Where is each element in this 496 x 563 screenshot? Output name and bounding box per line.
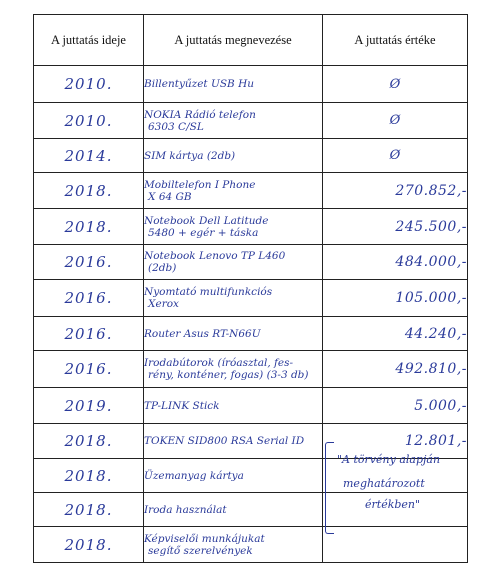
benefit-year: 2018.	[34, 493, 144, 527]
benefit-value: 44.240,-	[323, 317, 468, 351]
benefit-name	[144, 388, 323, 424]
benefit-name-line-1: TOKEN SID800 RSA Serial ID	[144, 435, 305, 447]
table-row	[34, 245, 468, 280]
table-header-row	[34, 15, 468, 66]
benefit-name-line-2: 6303 C/SL	[148, 120, 204, 133]
benefit-name	[144, 103, 323, 139]
table-row	[34, 173, 468, 209]
benefit-value: Ø	[323, 139, 468, 173]
benefit-value: 270.852,-	[323, 173, 468, 209]
benefit-year: 2010.	[34, 103, 144, 139]
note-line-1: "A törvény alapján	[337, 453, 441, 466]
benefit-year: 2018.	[34, 173, 144, 209]
benefit-value: Ø	[323, 66, 468, 103]
benefit-year: 2016.	[34, 280, 144, 317]
benefit-name	[144, 139, 323, 173]
benefit-name	[144, 459, 323, 493]
benefit-name-line-2: 5480 + egér + táska	[148, 226, 259, 239]
benefit-value: 5.000,-	[323, 388, 468, 424]
benefit-name	[144, 245, 323, 280]
benefit-name-line-1: Nyomtató multifunkciós	[144, 286, 273, 298]
benefit-value: 245.500,-	[323, 209, 468, 245]
column-header-date: A juttatás ideje	[34, 15, 144, 66]
benefit-name-line-1: Billentyűzet USB Hu	[144, 78, 254, 90]
benefit-name	[144, 173, 323, 209]
table-row	[34, 103, 468, 139]
handwritten-bracket-note	[323, 440, 463, 536]
benefit-name	[144, 317, 323, 351]
benefit-name	[144, 209, 323, 245]
benefit-name-line-1: Képviselői munkájukat	[144, 532, 265, 545]
benefit-year: 2016.	[34, 351, 144, 388]
benefit-year: 2018.	[34, 209, 144, 245]
benefit-name-line-2: rény, konténer, fogas) (3-3 db)	[148, 369, 309, 381]
benefit-name	[144, 351, 323, 388]
benefit-name-line-1: Notebook Lenovo TP L460	[144, 250, 286, 262]
benefit-year: 2016.	[34, 245, 144, 280]
benefit-name-line-1: Irodabútorok (íróasztal, fes-	[144, 357, 294, 369]
benefit-name-line-1: Notebook Dell Latitude	[144, 214, 269, 227]
benefit-value: 12.801,-	[323, 424, 468, 459]
benefit-year: 2016.	[34, 317, 144, 351]
benefit-year: 2010.	[34, 66, 144, 103]
table-row	[34, 351, 468, 388]
benefit-year: 2018.	[34, 424, 144, 459]
benefit-name	[144, 527, 323, 563]
benefit-year: 2019.	[34, 388, 144, 424]
benefit-name-line-1: SIM kártya (2db)	[144, 149, 236, 162]
table-row	[34, 209, 468, 245]
table-row	[34, 66, 468, 103]
table-row	[34, 139, 468, 173]
benefit-value: 105.000,-	[323, 280, 468, 317]
benefit-name-line-1: Router Asus RT-N66U	[144, 327, 261, 340]
table-row	[34, 280, 468, 317]
benefit-value: 484.000,-	[323, 245, 468, 280]
benefit-name	[144, 66, 323, 103]
benefit-name-line-1: Iroda használat	[144, 503, 227, 516]
benefit-name-line-1: Üzemanyag kártya	[144, 469, 244, 482]
bracket-mark	[325, 442, 334, 534]
benefit-year: 2018.	[34, 527, 144, 563]
column-header-value: A juttatás értéke	[323, 15, 468, 66]
benefit-year: 2014.	[34, 139, 144, 173]
column-header-name: A juttatás megnevezése	[144, 15, 323, 66]
table-row	[34, 317, 468, 351]
benefit-name-line-2: X 64 GB	[148, 190, 192, 203]
benefit-name-line-2: Xerox	[148, 298, 179, 310]
benefit-name-line-1: TP-LINK Stick	[144, 399, 220, 412]
benefit-name-line-1: Mobiltelefon I Phone	[144, 178, 256, 191]
benefit-value: 492.810,-	[323, 351, 468, 388]
benefit-name-line-2: segítő szerelvények	[148, 544, 253, 557]
benefit-year: 2018.	[34, 459, 144, 493]
benefit-value: Ø	[323, 103, 468, 139]
table-row	[34, 388, 468, 424]
benefit-name	[144, 280, 323, 317]
benefit-name	[144, 424, 323, 459]
note-line-3: értékben"	[365, 498, 421, 511]
benefit-name-line-1: NOKIA Rádió telefon	[144, 108, 256, 121]
note-line-2: meghatározott	[343, 477, 425, 490]
benefit-name-line-2: (2db)	[148, 262, 177, 274]
benefit-name	[144, 493, 323, 527]
